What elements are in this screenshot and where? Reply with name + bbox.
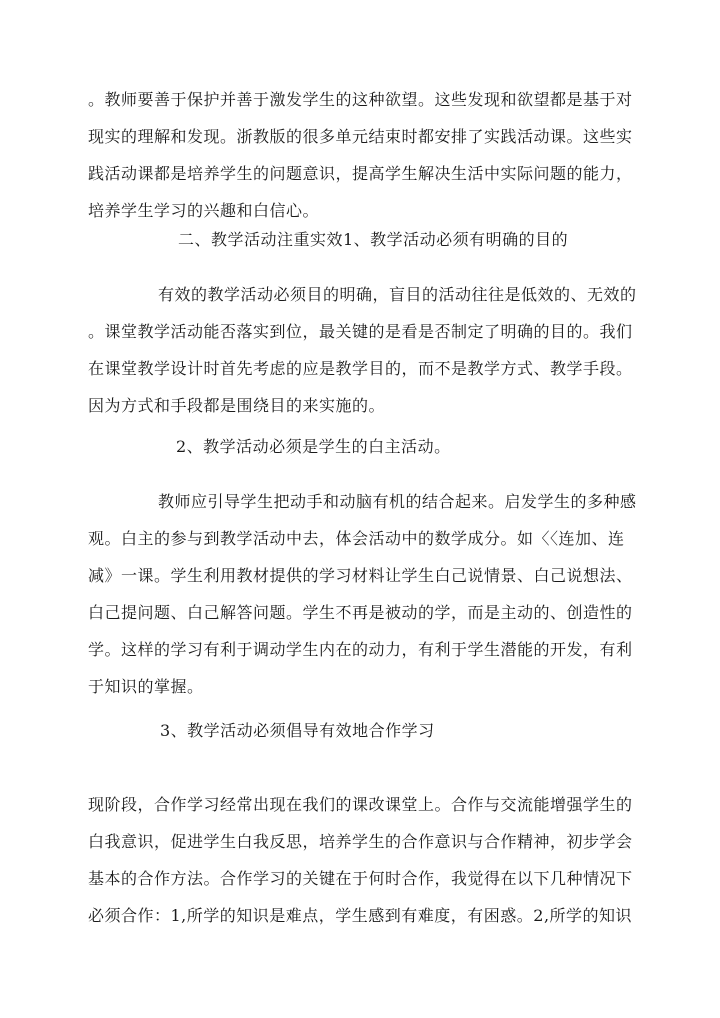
- paragraph-4-line-3: 基本的合作方法。合作学习的关键在于何时合作，我觉得在以下几种情况下: [88, 869, 633, 888]
- paragraph-4-line-1: 现阶段，合作学习经常出现在我们的课改课堂上。合作与交流能增强学生的: [88, 795, 633, 814]
- paragraph-3-line-6: 于知识的掌握。: [88, 677, 204, 696]
- paragraph-1-line-4: 培养学生学习的兴趣和白信心。: [88, 201, 320, 220]
- paragraph-2-line-3: 在课堂教学设计时首先考虑的应是教学目的，而不是教学方式、教学手段。: [88, 359, 633, 378]
- paragraph-3-line-3: 减》一课。学生利用教材提供的学习材料让学生白己说情景、白己说想法、: [88, 566, 633, 585]
- paragraph-2-line-2: 。课堂教学活动能否落实到位，最关键的是看是否制定了明确的目的。我们: [88, 322, 633, 341]
- paragraph-3-line-5: 学。这样的学习有利于调动学生内在的动力，有利于学生潜能的开发，有利: [88, 640, 633, 659]
- section-heading-3: 3、教学活动必须倡导有效地合作学习: [160, 721, 435, 740]
- section-heading-1: 二、教学活动注重实效1、教学活动必须有明确的目的: [178, 230, 569, 249]
- paragraph-1-line-3: 践活动课都是培养学生的问题意识，提高学生解决生活中实际问题的能力，: [88, 164, 633, 183]
- section-heading-2: 2、教学活动必须是学生的白主活动。: [176, 437, 451, 456]
- paragraph-3-line-2: 观。白主的参与到教学活动中去，体会活动中的数学成分。如〈〈连加、连: [88, 529, 625, 548]
- paragraph-3-line-1: 教师应引导学生把动手和动脑有机的结合起来。启发学生的多种感: [158, 492, 637, 511]
- paragraph-1-line-2: 现实的理解和发现。浙教版的很多单元结束时都安排了实践活动课。这些实: [88, 127, 633, 146]
- paragraph-1-line-1: 。教师要善于保护并善于激发学生的这种欲望。这些发现和欲望都是基于对: [88, 90, 633, 109]
- paragraph-2-line-4: 因为方式和手段都是围绕目的来实施的。: [88, 396, 386, 415]
- paragraph-2-line-1: 有效的教学活动必须目的明确，盲目的活动往往是低效的、无效的: [158, 285, 637, 304]
- paragraph-4-line-4: 必须合作：1,所学的知识是难点，学生感到有难度，有困惑。2,所学的知识: [88, 906, 633, 925]
- paragraph-3-line-4: 白己提问题、白己解答问题。学生不再是被动的学，而是主动的、创造性的: [88, 603, 633, 622]
- paragraph-4-line-2: 白我意识，促进学生白我反思，培养学生的合作意识与合作精神，初步学会: [88, 832, 633, 851]
